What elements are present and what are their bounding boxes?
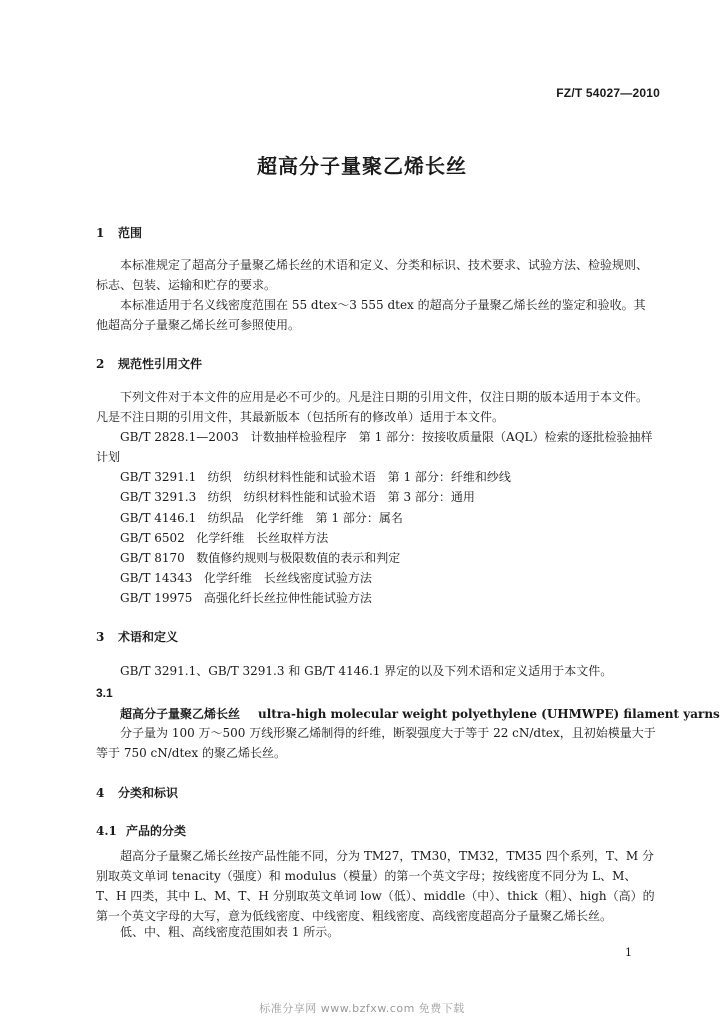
reference-title: 化学纤维 长丝线密度试验方法 [203, 571, 372, 585]
reference-title: 纺织品 化学纤维 第 1 部分：属名 [207, 511, 403, 525]
reference-title: 数值修约规则与极限数值的表示和判定 [196, 551, 401, 565]
section-3-heading [96, 628, 178, 645]
section-title: 范围 [118, 226, 143, 240]
section-4-paragraph-1: 超高分子量聚乙烯长丝按产品性能不同，分为 TM27，TM30，TM32，TM35 四个系列，T、M 分别取英文单词 tenacity（强度）和 modulus（模量）的第一个英文字母；按线密度不同分为 L、M、T、H 四类，其中 L、M、T、H 分别取英文单词 low（低）、middle（中）、thick（粗）、high（高）的第一个英文字母的大写，意为低线密度、中线密度、粗线密度、高线密度超高分子量聚乙烯长丝。 [96, 849, 655, 923]
reference-code: GB/T 6502 [120, 531, 185, 545]
section-number: 2 [96, 357, 105, 371]
section-title: 术语和定义 [118, 630, 179, 644]
section-3-intro: GB/T 3291.1、GB/T 3291.3 和 GB/T 4146.1 界定的以及下列术语和定义适用于本文件。 [120, 664, 613, 678]
term-chinese: 超高分子量聚乙烯长丝 [120, 707, 241, 721]
section-title: 分类和标识 [118, 786, 179, 800]
subsection-number: 4.1 [96, 824, 117, 838]
reference-item-1 [120, 467, 511, 487]
section-1-paragraph-1: 本标准规定了超高分子量聚乙烯长丝的术语和定义、分类和标识、技术要求、试验方法、检验规则、标志、包装、运输和贮存的要求。 [96, 258, 649, 292]
reference-item-6 [120, 568, 372, 588]
reference-title: 纺织 纺织材料性能和试验术语 第 1 部分：纤维和纱线 [207, 470, 511, 484]
subsection-4-1-heading [96, 822, 186, 839]
section-4-paragraph-2: 低、中、粗、高线密度范围如表 1 所示。 [120, 925, 340, 939]
section-2-heading [96, 355, 202, 372]
reference-item-0: GB/T 2828.1—2003 计数抽样检验程序 第 1 部分：按接收质量限（AQL）检索的逐批检验抽样计划 [96, 430, 653, 464]
section-title: 规范性引用文件 [118, 357, 203, 371]
reference-code: GB/T 3291.3 [120, 490, 197, 504]
reference-code: GB/T 8170 [120, 551, 185, 565]
term-heading [120, 705, 720, 722]
reference-code: GB/T 19975 [120, 591, 193, 605]
reference-item-5 [120, 548, 400, 568]
section-4-heading [96, 784, 178, 801]
section-number: 1 [96, 226, 105, 240]
reference-item-7 [120, 588, 372, 608]
term-number: 3.1 [96, 686, 113, 700]
term-definition: 分子量为 100 万～500 万线形聚乙烯制得的纤维，断裂强度大于等于 22 cN/dtex，且初始模量大于等于 750 cN/dtex 的聚乙烯长丝。 [96, 726, 656, 760]
reference-code: GB/T 3291.1 [120, 470, 197, 484]
reference-item-4 [120, 528, 328, 548]
reference-code: GB/T 4146.1 [120, 511, 197, 525]
term-english: ultra-high molecular weight polyethylene (UHMWPE) filament yarns [258, 707, 720, 721]
reference-item-3 [120, 508, 403, 528]
page-number: 1 [625, 946, 632, 959]
reference-item-2 [120, 487, 475, 507]
section-number: 4 [96, 786, 105, 800]
reference-code: GB/T 14343 [120, 571, 193, 585]
standard-number: FZ/T 54027—2010 [556, 86, 660, 100]
section-2-intro: 下列文件对于本文件的应用是必不可少的。凡是注日期的引用文件，仅注日期的版本适用于本文件。凡是不注日期的引用文件，其最新版本（包括所有的修改单）适用于本文件。 [96, 390, 649, 424]
reference-title: 高强化纤长丝拉伸性能试验方法 [203, 591, 372, 605]
section-number: 3 [96, 630, 105, 644]
section-1-paragraph-2: 本标准适用于名义线密度范围在 55 dtex～3 555 dtex 的超高分子量聚乙烯长丝的鉴定和验收。其他超高分子量聚乙烯长丝可参照使用。 [96, 298, 646, 332]
reference-title: 纺织 纺织材料性能和试验术语 第 3 部分：通用 [207, 490, 475, 504]
subsection-title: 产品的分类 [126, 824, 187, 838]
reference-title: 化学纤维 长丝取样方法 [196, 531, 329, 545]
section-1-heading [96, 224, 142, 241]
footer-watermark: 标准分享网 www.bzfxw.com 免费下载 [259, 1002, 465, 1015]
document-title: 超高分子量聚乙烯长丝 [257, 154, 467, 178]
